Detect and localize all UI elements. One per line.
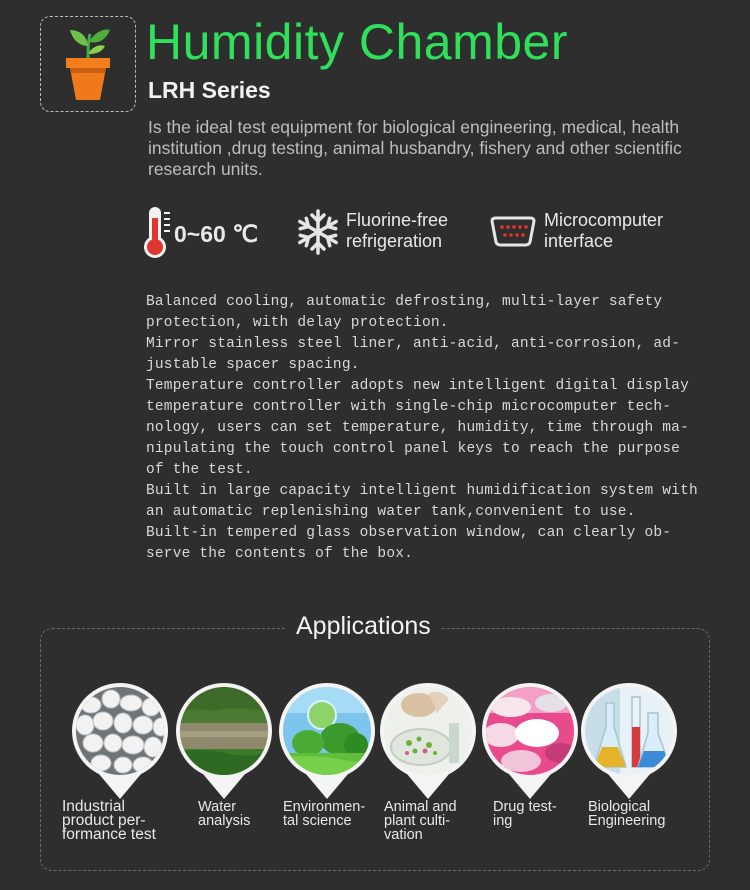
feature-temperature — [140, 204, 280, 260]
label-line: product per- — [62, 812, 146, 829]
application-label-water — [198, 800, 250, 828]
application-label-industrial — [62, 800, 156, 842]
label-line: Environmen- — [283, 799, 366, 815]
description — [146, 292, 702, 565]
application-label-environment — [283, 800, 365, 828]
label-line: vation — [384, 827, 423, 843]
label-line: Water — [198, 799, 237, 815]
feature-refrigeration — [294, 204, 474, 260]
refrigeration-line1: Fluorine-free — [346, 210, 449, 230]
application-image-industrial — [71, 683, 169, 803]
label-line: tal science — [283, 813, 352, 829]
description-item: Balanced cooling, automatic defrosting, multi-layer safety protection, with delay protection. — [146, 294, 663, 331]
label-line: Biological — [588, 799, 651, 815]
label-line: formance test — [62, 826, 156, 843]
refrigeration-line2: refrigeration — [346, 231, 443, 251]
serial-port-icon — [488, 215, 538, 249]
description-item: Temperature controller adopts new intelligent digital display temperature controller with single-chip microcomputer tech-nology, users can set temperature, humidity, time through ma-nipulating the touch control panel keys to reach the purpose of the test. — [146, 378, 689, 478]
description-item: Built-in tempered glass observation window, can clearly ob-serve the contents of the box. — [146, 525, 672, 562]
application-label-drug — [493, 800, 557, 828]
application-image-water — [175, 683, 273, 803]
application-image-biological — [580, 683, 678, 803]
label-line: analysis — [198, 813, 251, 829]
application-image-drug — [481, 683, 579, 803]
thermometer-icon — [140, 204, 174, 260]
intro-text: Is the ideal test equipment for biological engineering, medical, health institution ,drug testing, animal husbandry, fishery and other scientific research units. — [148, 117, 682, 179]
label-line: Industrial — [62, 798, 125, 815]
label-line: ing — [493, 813, 513, 829]
interface-line2: interface — [544, 231, 614, 251]
page-title: Humidity Chamber — [146, 14, 569, 70]
application-image-environment — [278, 683, 376, 803]
applications-title: Applications — [286, 608, 441, 644]
logo-box — [40, 16, 136, 112]
label-line: Drug test- — [493, 799, 557, 815]
label-line: Animal and — [384, 799, 457, 815]
snowflake-icon — [294, 208, 342, 256]
label-line: Engineering — [588, 813, 666, 829]
potted-plant-icon — [40, 16, 136, 112]
application-label-cultivation — [384, 800, 457, 842]
series-subtitle: LRH Series — [148, 77, 271, 103]
application-image-cultivation — [379, 683, 477, 803]
feature-interface — [488, 204, 698, 260]
description-item: Mirror stainless steel liner, anti-acid, anti-corrosion, ad-justable spacer spacing. — [146, 336, 681, 373]
interface-line1: Microcomputer — [544, 210, 664, 230]
application-label-biological — [588, 800, 665, 828]
description-item: Built in large capacity intelligent humidification system with an automatic replenishing water tank,convenient to use. — [146, 483, 698, 520]
label-line: plant culti- — [384, 813, 451, 829]
temperature-range: 0~60 ℃ — [174, 221, 259, 247]
